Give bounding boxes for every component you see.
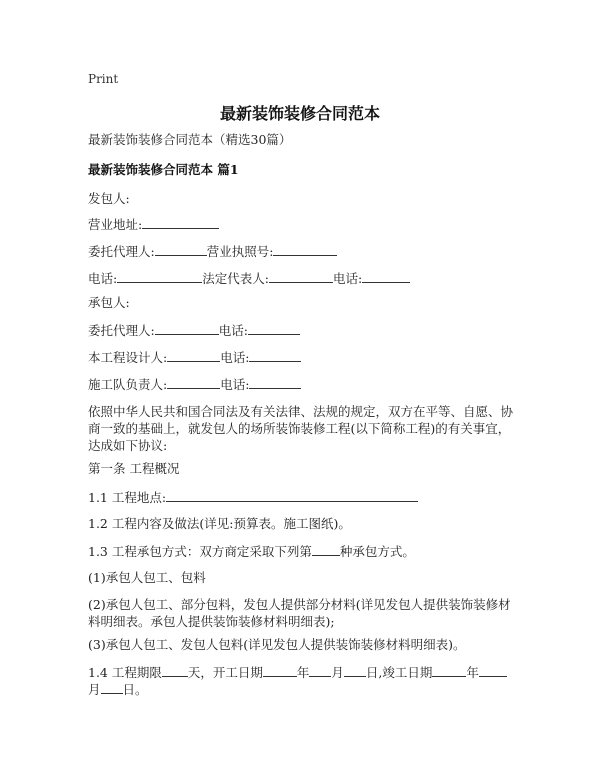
party-a-license-label: 营业执照号: bbox=[206, 244, 274, 259]
party-b-designer-row bbox=[88, 349, 301, 366]
article-1-site-blank[interactable] bbox=[166, 489, 418, 502]
party-a-phone2-blank[interactable] bbox=[362, 270, 410, 283]
document-subtitle: 最新装饰装修合同范本（精选30篇） bbox=[88, 132, 292, 147]
party-b-label: 承包人: bbox=[88, 295, 130, 310]
article-1-option-3: (3)承包人包工、发包人包料(详见发包人提供装饰装修材料明细表)。 bbox=[88, 637, 466, 652]
article-1-method-post: 种承包方式。 bbox=[339, 544, 415, 559]
start-day-blank[interactable] bbox=[344, 664, 366, 677]
end-day-text: 日。 bbox=[122, 682, 148, 697]
article-1-method-blank[interactable] bbox=[312, 543, 340, 556]
period-days-text: 天，开工日期 bbox=[187, 665, 263, 680]
party-b-agent-phone-label: 电话: bbox=[218, 323, 248, 338]
party-a-phone2-label: 电话: bbox=[332, 271, 363, 286]
party-b-agent-label: 委托代理人: bbox=[88, 323, 155, 338]
article-1-method-row bbox=[88, 543, 415, 560]
end-month-text: 月 bbox=[88, 682, 101, 697]
party-a-address-label: 营业地址: bbox=[88, 217, 143, 232]
party-a-phone-row bbox=[88, 270, 410, 287]
document-title: 最新装饰装修合同范本 bbox=[219, 104, 380, 123]
party-a-license-blank[interactable] bbox=[273, 243, 337, 256]
party-b-designer-label: 本工程设计人: bbox=[88, 350, 168, 365]
print-label[interactable]: Print bbox=[88, 72, 119, 86]
party-a-label: 发包人: bbox=[88, 191, 130, 206]
end-year-text: 年 bbox=[466, 665, 479, 680]
start-year-text: 年 bbox=[296, 665, 310, 680]
article-1-site-label: 1.1 工程地点: bbox=[88, 490, 167, 505]
period-days-blank[interactable] bbox=[162, 664, 188, 677]
article-1-period-paragraph bbox=[88, 664, 514, 698]
party-a-phone-label: 电话: bbox=[88, 271, 118, 286]
party-b-designer-phone-blank[interactable] bbox=[249, 349, 301, 362]
party-a-agent-blank[interactable] bbox=[155, 243, 207, 256]
party-a-phone-blank[interactable] bbox=[117, 270, 202, 283]
party-b-agent-row bbox=[88, 322, 300, 339]
start-month-blank[interactable] bbox=[309, 664, 331, 677]
article-1-method-pre: 1.3 工程承包方式：双方商定采取下列第 bbox=[88, 544, 312, 559]
party-b-leader-label: 施工队负责人: bbox=[88, 377, 168, 392]
article-1-site-row bbox=[88, 489, 418, 506]
party-b-agent-blank[interactable] bbox=[155, 322, 219, 335]
start-month-text: 月 bbox=[331, 665, 344, 680]
article-1-option-1: (1)承包人包工、包料 bbox=[88, 570, 206, 585]
end-month-blank-a[interactable] bbox=[479, 664, 507, 677]
party-b-designer-phone-label: 电话: bbox=[220, 350, 250, 365]
party-a-legal-rep-label: 法定代表人: bbox=[202, 271, 269, 286]
article-1-content: 1.2 工程内容及做法(详见:预算表。施工图纸)。 bbox=[88, 516, 351, 531]
party-b-leader-phone-blank[interactable] bbox=[249, 376, 301, 389]
section-title: 最新装饰装修合同范本 篇1 bbox=[88, 162, 239, 177]
party-a-address-row bbox=[88, 216, 219, 233]
article-1-heading: 第一条 工程概况 bbox=[88, 461, 180, 476]
period-label: 1.4 工程期限 bbox=[88, 665, 162, 680]
article-1-option-2: (2)承包人包工、部分包料，发包人提供部分材料(详见发包人提供装饰装修材料明细表。承包人提供装饰装修材料明细表); bbox=[88, 597, 511, 629]
party-b-leader-blank[interactable] bbox=[167, 376, 220, 389]
end-date-label: 日,竣工日期 bbox=[365, 665, 433, 680]
party-a-legal-rep-blank[interactable] bbox=[269, 270, 333, 283]
party-b-leader-phone-label: 电话: bbox=[220, 377, 250, 392]
party-a-address-blank[interactable] bbox=[142, 216, 219, 229]
party-a-agent-label: 委托代理人: bbox=[88, 244, 155, 259]
party-b-leader-row bbox=[88, 376, 301, 393]
preamble-paragraph: 依照中华人民共和国合同法及有关法律、法规的规定，双方在平等、自愿、协商一致的基础上，就发包人的场所装饰装修工程(以下简称工程)的有关事宜，达成如下协议: bbox=[88, 404, 514, 453]
end-year-blank[interactable] bbox=[432, 664, 466, 677]
party-a-agent-row bbox=[88, 243, 337, 260]
party-b-designer-blank[interactable] bbox=[167, 349, 220, 362]
start-year-blank[interactable] bbox=[263, 664, 297, 677]
end-day-blank[interactable] bbox=[101, 681, 123, 694]
party-b-agent-phone-blank[interactable] bbox=[248, 322, 300, 335]
